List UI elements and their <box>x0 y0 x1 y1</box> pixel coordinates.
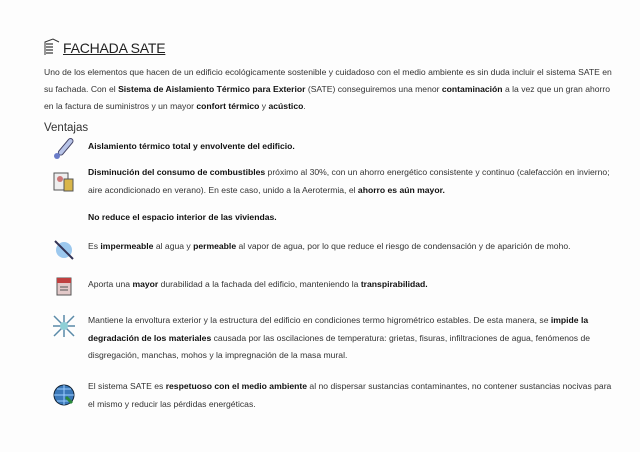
text: al vapor de agua, por lo que reduce el riesgo de condensación y de aparición de moho. <box>236 241 571 251</box>
bold-text: permeable <box>193 241 237 251</box>
advantage-item <box>88 312 618 365</box>
bold-text: transpirabilidad. <box>360 279 428 289</box>
text: y <box>259 101 269 111</box>
text: Aporta una <box>88 279 133 289</box>
bold-text: confort térmico <box>196 101 260 111</box>
savings-document-icon <box>52 170 76 194</box>
text: El sistema SATE es <box>88 381 166 391</box>
bold-text: impide la degradación de los materiales <box>88 315 589 343</box>
advantage-item <box>88 164 618 199</box>
text: Mantiene la envoltura exterior y la estructura del edificio en condiciones termo higrométrico estables. De esta manera, se <box>88 315 551 325</box>
text: próximo al 30%, con un ahorro energético consistente y continuo (calefacción en invierno; aire acondicionado en verano). En este caso, unido a la Aerotermia, el <box>88 167 610 195</box>
bold-text: acústico <box>268 101 304 111</box>
building-icon <box>44 38 60 56</box>
waterproof-icon <box>52 238 76 262</box>
advantage-item <box>88 138 618 156</box>
advantage-item <box>88 209 618 227</box>
text: causada por las oscilaciones de temperatura: grietas, fisuras, infiltraciones de agua, fenómenos de disgregación, manchas, mohos y la impregnación de la masa mural. <box>88 332 591 360</box>
bold-text: ahorro es aún mayor. <box>357 184 445 195</box>
intro-paragraph <box>44 64 614 115</box>
globe-icon <box>52 383 76 407</box>
text: Es <box>88 241 101 251</box>
text: a la vez que un gran ahorro en la factura de suministros y un mayor <box>44 84 611 111</box>
bold-text: Disminución del consumo de combustibles <box>88 167 266 177</box>
advantage-item <box>88 276 618 294</box>
bold-text: mayor <box>132 279 159 289</box>
bold-text: contaminación <box>441 84 503 94</box>
advantage-item <box>88 378 618 413</box>
stability-icon <box>52 314 76 338</box>
bold-text: Sistema de Aislamiento Térmico para Exterior <box>118 84 306 94</box>
bold-text: Aislamiento térmico total y envolvente del edificio. <box>88 141 295 151</box>
bold-text: respetuoso con el medio ambiente <box>165 381 308 391</box>
text: Uno de los elementos que hacen de un edificio ecológicamente sostenible y cuidadoso con el medio ambiente es sin duda incluir el sistema SATE en su fachada. Con el <box>44 67 612 94</box>
text: durabilidad a la fachada del edificio, manteniendo la <box>158 279 361 289</box>
page-title: FACHADA SATE <box>44 38 165 56</box>
text: (SATE) conseguiremos una menor <box>305 84 442 94</box>
bold-text: No reduce el espacio interior de las viviendas. <box>88 212 277 222</box>
text: . <box>303 101 306 111</box>
advantage-item <box>88 238 618 256</box>
thermometer-icon <box>52 136 76 160</box>
section-heading: Ventajas <box>44 122 89 134</box>
text: al no dispersar sustancias contaminantes, no contener sustancias nocivas para el mismo y reducir las pérdidas energéticas. <box>88 381 612 409</box>
durability-icon <box>52 274 76 298</box>
text: al agua y <box>153 241 194 251</box>
bold-text: impermeable <box>100 241 154 251</box>
